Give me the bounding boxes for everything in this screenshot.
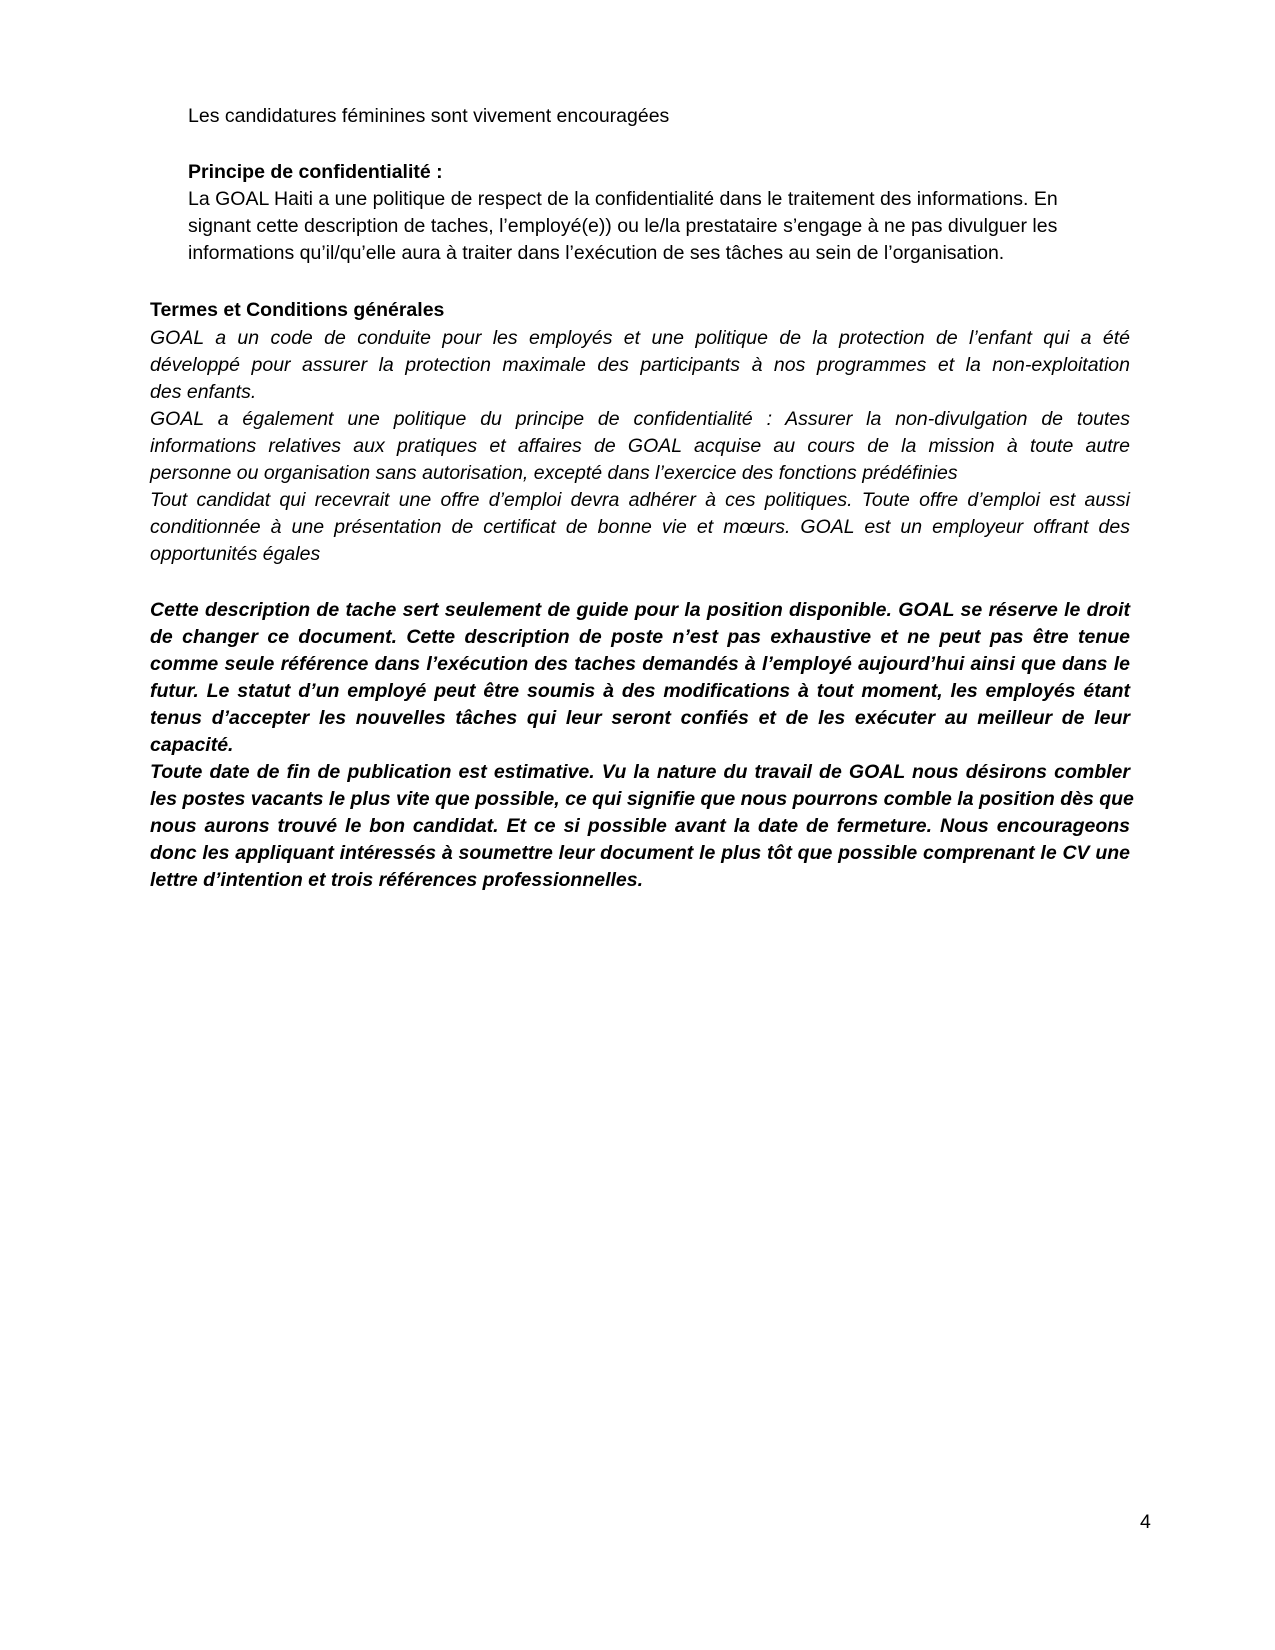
disclaimer-line: Toute date de fin de publication est estimative. Vu la nature du travail de GOAL nous désirons combler <box>150 761 1130 783</box>
disclaimer-line: capacité. <box>150 734 234 756</box>
confidentiality-line: La GOAL Haiti a une politique de respect de la confidentialité dans le traitement des informations. En <box>188 188 1058 210</box>
terms-line: opportunités égales <box>150 543 321 565</box>
disclaimer-line: tenus d’accepter les nouvelles tâches qui leur seront confiés et de les exécuter au meilleur de leur <box>150 707 1130 729</box>
disclaimer-line: Cette description de tache sert seulement de guide pour la position disponible. GOAL se réserve le droit <box>150 599 1130 621</box>
terms-line: GOAL a un code de conduite pour les employés et une politique de la protection de l’enfant qui a été <box>150 327 1130 349</box>
terms-line: personne ou organisation sans autorisation, excepté dans l’exercice des fonctions prédéfinies <box>150 462 958 484</box>
disclaimer-line: les postes vacants le plus vite que possible, ce qui signifie que nous pourrons comble la position dès que <box>150 788 1134 810</box>
terms-heading: Termes et Conditions générales <box>150 299 445 321</box>
terms-line: informations relatives aux pratiques et affaires de GOAL acquise au cours de la mission à toute autre <box>150 435 1130 457</box>
disclaimer-line: comme seule référence dans l’exécution des taches demandés à l’employé aujourd’hui ainsi que dans le <box>150 653 1130 675</box>
disclaimer-line: donc les appliquant intéressés à soumettre leur document le plus tôt que possible comprenant le CV une <box>150 842 1130 864</box>
confidentiality-line: informations qu’il/qu’elle aura à traiter dans l’exécution de ses tâches au sein de l’organisation. <box>188 242 1005 264</box>
page-number: 4 <box>1140 1511 1151 1533</box>
terms-line: GOAL a également une politique du principe de confidentialité : Assurer la non-divulgation de toutes <box>150 408 1130 430</box>
disclaimer-line: de changer ce document. Cette description de poste n’est pas exhaustive et ne peut pas être tenue <box>150 626 1130 648</box>
terms-line: Tout candidat qui recevrait une offre d’emploi devra adhérer à ces politiques. Toute offre d’emploi est aussi <box>150 489 1130 511</box>
disclaimer-line: futur. Le statut d’un employé peut être soumis à des modifications à tout moment, les employés étant <box>150 680 1130 702</box>
terms-line: conditionnée à une présentation de certificat de bonne vie et mœurs. GOAL est un employeur offrant des <box>150 516 1130 538</box>
confidentiality-line: signant cette description de taches, l’employé(e)) ou le/la prestataire s’engage à ne pas divulguer les <box>188 215 1058 237</box>
women-encouraged-line: Les candidatures féminines sont vivement encouragées <box>188 105 670 127</box>
terms-line: développé pour assurer la protection maximale des participants à nos programmes et la non-exploitation <box>150 354 1130 376</box>
disclaimer-line: lettre d’intention et trois références professionnelles. <box>150 869 644 891</box>
confidentiality-heading: Principe de confidentialité : <box>188 161 443 183</box>
disclaimer-line: nous aurons trouvé le bon candidat. Et ce si possible avant la date de fermeture. Nous encourageons <box>150 815 1130 837</box>
terms-line: des enfants. <box>150 381 257 403</box>
